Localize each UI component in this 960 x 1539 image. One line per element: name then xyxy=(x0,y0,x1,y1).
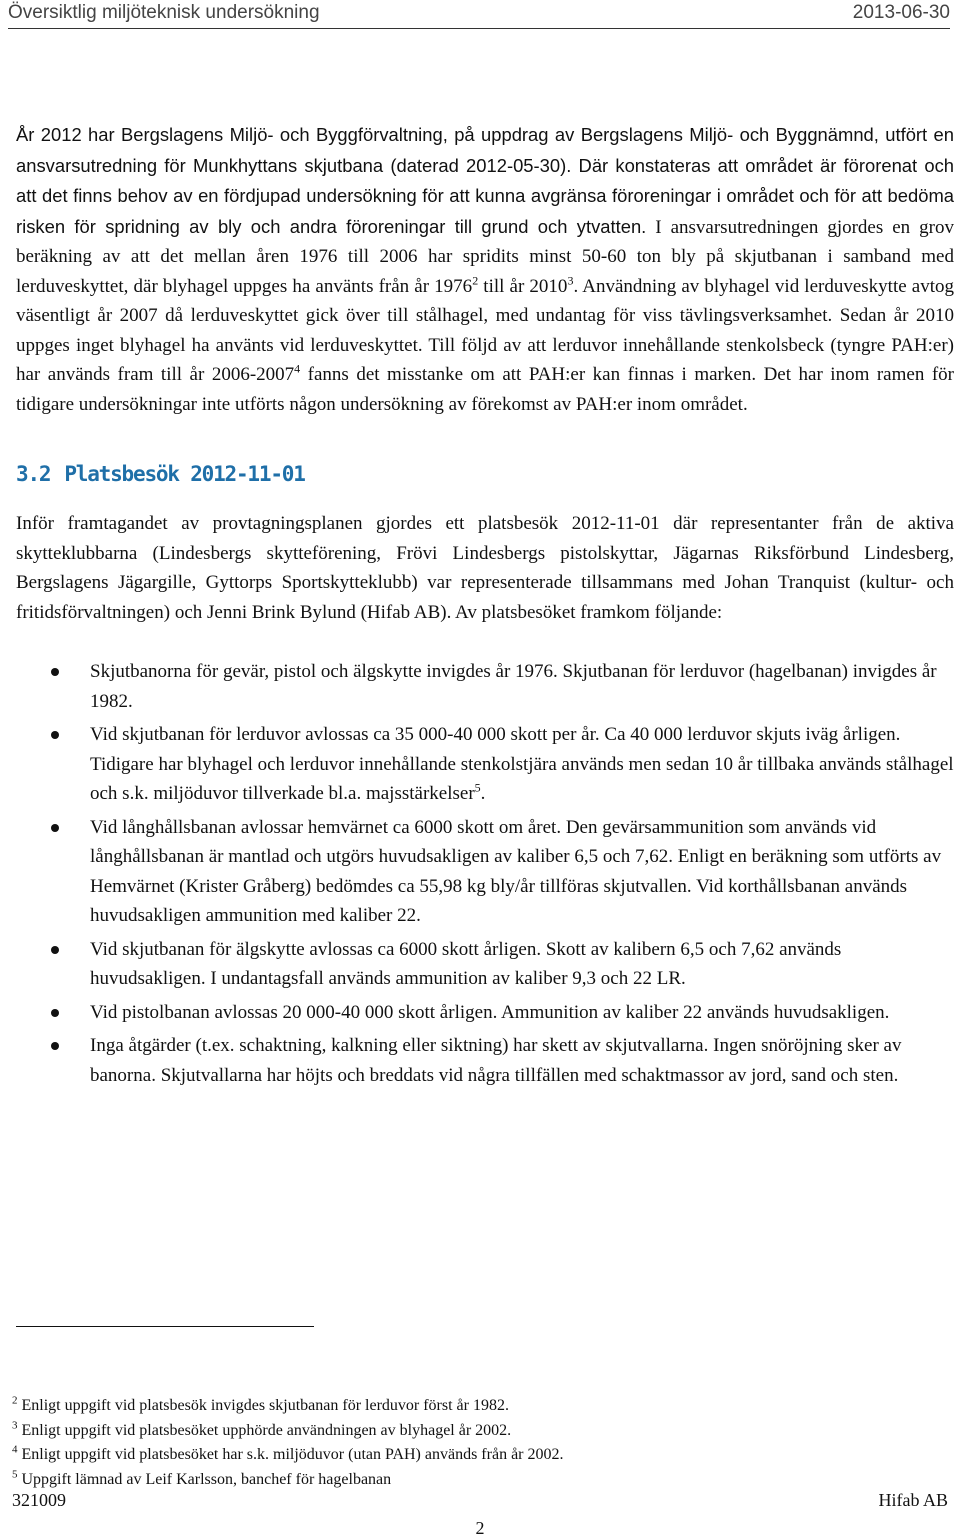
list-item-end: . xyxy=(480,783,486,804)
footnote-ref-3[interactable]: 3 xyxy=(567,273,574,288)
section-number: 3.2 xyxy=(16,462,51,486)
paragraph-intro-part4: . Användning av blyhagel vid lerduveskytte avtog väsentligt år 2007 då lerduveskyttet gick över till stålhagel, med undantag för viss tävlingsverksamhet. Sedan år 2010 uppges inget blyhagel ha använts vid lerduveskyttet. Till följd av att lerduvor innehållande stenkolsbeck (tyngre PAH:er) har används fram till år 2006-2007 xyxy=(16,275,954,385)
bullet-icon xyxy=(51,1042,59,1050)
header-title: Översiktlig miljöteknisk undersökning xyxy=(8,2,320,23)
list-item xyxy=(16,998,954,1028)
section-heading xyxy=(16,459,954,489)
paragraph-intro xyxy=(16,120,954,419)
footnote-item xyxy=(12,1443,564,1468)
bullet-icon xyxy=(51,668,59,676)
bullet-icon xyxy=(51,824,59,832)
paragraph-intro-part5: fanns det misstanke om att PAH:er kan finnas i marken. Det har inom ramen för tidigare undersökningar inte utförts någon undersökning av förekomst av PAH:er inom området. xyxy=(16,364,954,415)
list-item-text: Vid långhållsbanan avlossar hemvärnet ca 6000 skott om året. Den gevärsammunition som används vid långhållsbanan är mantlad och utgörs huvudsakligen av kaliber 6,5 och 7,62. Enligt en beräkning som utförts av Hemvärnet (Krister Gråberg) bedömdes ca 55,98 kg bly/år tillföras skjutvallen. Vid korthållsbanan används huvudsakligen ammunition med kaliber 22. xyxy=(90,816,942,926)
findings-list xyxy=(16,657,954,1090)
footnote-ref-5[interactable]: 5 xyxy=(474,780,481,795)
page-header xyxy=(8,2,950,29)
list-item-text: Vid pistolbanan avlossas 20 000-40 000 skott årligen. Ammunition av kaliber 22 används huvudsakligen. xyxy=(90,1001,890,1023)
list-item-text: Skjutbanorna för gevär, pistol och älgskytte invigdes år 1976. Skjutbanan för lerduvor (hagelbanan) invigdes år 1982. xyxy=(90,661,937,712)
footnote-item xyxy=(12,1419,564,1444)
footnote-number: 4 xyxy=(12,1443,18,1456)
list-item-text: Inga åtgärder (t.ex. schaktning, kalkning eller siktning) har skett av skjutvallarna. Ingen snöröjning sker av banorna. Skjutvallarna har höjts och breddats vid några tillfällen med schaktmassor av jord, sand och sten. xyxy=(90,1035,902,1086)
list-item-text: Vid skjutbanan för lerduvor avlossas ca 35 000-40 000 skott per år. Ca 40 000 lerduvor skjuts iväg årligen. Tidigare har blyhagel och lerduvor innehållande stenkolstjära används men sedan 10 år tillbaka används stålhagel och s.k. miljöduvor tillverkade bl.a. majsstärkelser xyxy=(90,724,954,804)
footnote-text: Enligt uppgift vid platsbesök invigdes skjutbanan för lerduvor först år 1982. xyxy=(21,1397,509,1414)
footer-company: Hifab AB xyxy=(878,1490,948,1510)
bullet-icon xyxy=(51,946,59,954)
page-number: 2 xyxy=(475,1518,485,1538)
section-title: Platsbesök 2012-11-01 xyxy=(64,462,305,486)
footer-project-number: 321009 xyxy=(12,1490,66,1510)
footnote-text: Enligt uppgift vid platsbesöket har s.k. miljöduvor (utan PAH) används från år 2002. xyxy=(21,1446,564,1463)
footnote-number: 3 xyxy=(12,1419,18,1432)
header-date: 2013-06-30 xyxy=(852,2,950,23)
footnote-number: 5 xyxy=(12,1468,18,1481)
footnote-ref-4[interactable]: 4 xyxy=(294,361,301,376)
footnotes xyxy=(12,1394,564,1492)
footnote-item xyxy=(12,1468,564,1493)
list-item xyxy=(16,935,954,994)
paragraph-intro-sans: År 2012 har Bergslagens Miljö- och Byggförvaltning, på uppdrag av Bergslagens Miljö- och Byggnämnd, utfört en ansvarsutredning för Munkhyttans skjutbana (daterad 2012-05-30). Där konstateras att området är förorenat och att det finns behov av en fördjupad undersökning för att kunna avgränsa föroreningar i området och för att bedöma risken för spridning av bly och andra föroreningar till grund och ytvatten. xyxy=(16,124,954,237)
list-item xyxy=(16,1031,954,1090)
main-content xyxy=(16,120,954,1094)
paragraph-intro-part3: till år 2010 xyxy=(478,275,568,297)
footnote-ref-2[interactable]: 2 xyxy=(472,273,479,288)
footnote-number: 2 xyxy=(12,1394,18,1407)
list-item xyxy=(16,813,954,931)
list-item-text: Vid skjutbanan för älgskytte avlossas ca 6000 skott årligen. Skott av kalibern 6,5 och 7,62 används huvudsakligen. I undantagsfall används ammunition av kaliber 9,3 och 22 LR. xyxy=(90,938,842,989)
paragraph-visit: Inför framtagandet av provtagningsplanen gjordes ett platsbesök 2012-11-01 där representanter från de aktiva skytteklubbarna (Lindesbergs skytteförening, Frövi Lindesbergs pistolskyttar, Jägarnas Riksförbund Lindesberg, Bergslagens Jägargille, Gyttorps Sportskytteklubb) var representerade tillsammans med Johan Tranquist (kultur- och fritidsförvaltningen) och Jenni Brink Bylund (Hifab AB). Av platsbesöket framkom följande: xyxy=(16,513,954,623)
footnote-divider xyxy=(16,1326,314,1327)
bullet-icon xyxy=(51,1009,59,1017)
footnote-text: Uppgift lämnad av Leif Karlsson, banchef för hagelbanan xyxy=(21,1470,392,1488)
footnote-item xyxy=(12,1394,564,1419)
page-footer xyxy=(12,1490,948,1511)
bullet-icon xyxy=(51,731,59,739)
paragraph-intro-part2: I ansvarsutredningen gjordes en grov beräkning av att det mellan åren 1976 till 2006 har spridits minst 50-60 ton bly på skjutbanan i samband med lerduveskyttet, där blyhagel uppges ha använts från år 1976 xyxy=(16,216,954,297)
footnote-text: Enligt uppgift vid platsbesöket upphörde användningen av blyhagel år 2002. xyxy=(21,1421,512,1439)
list-item xyxy=(16,720,954,809)
list-item xyxy=(16,657,954,716)
